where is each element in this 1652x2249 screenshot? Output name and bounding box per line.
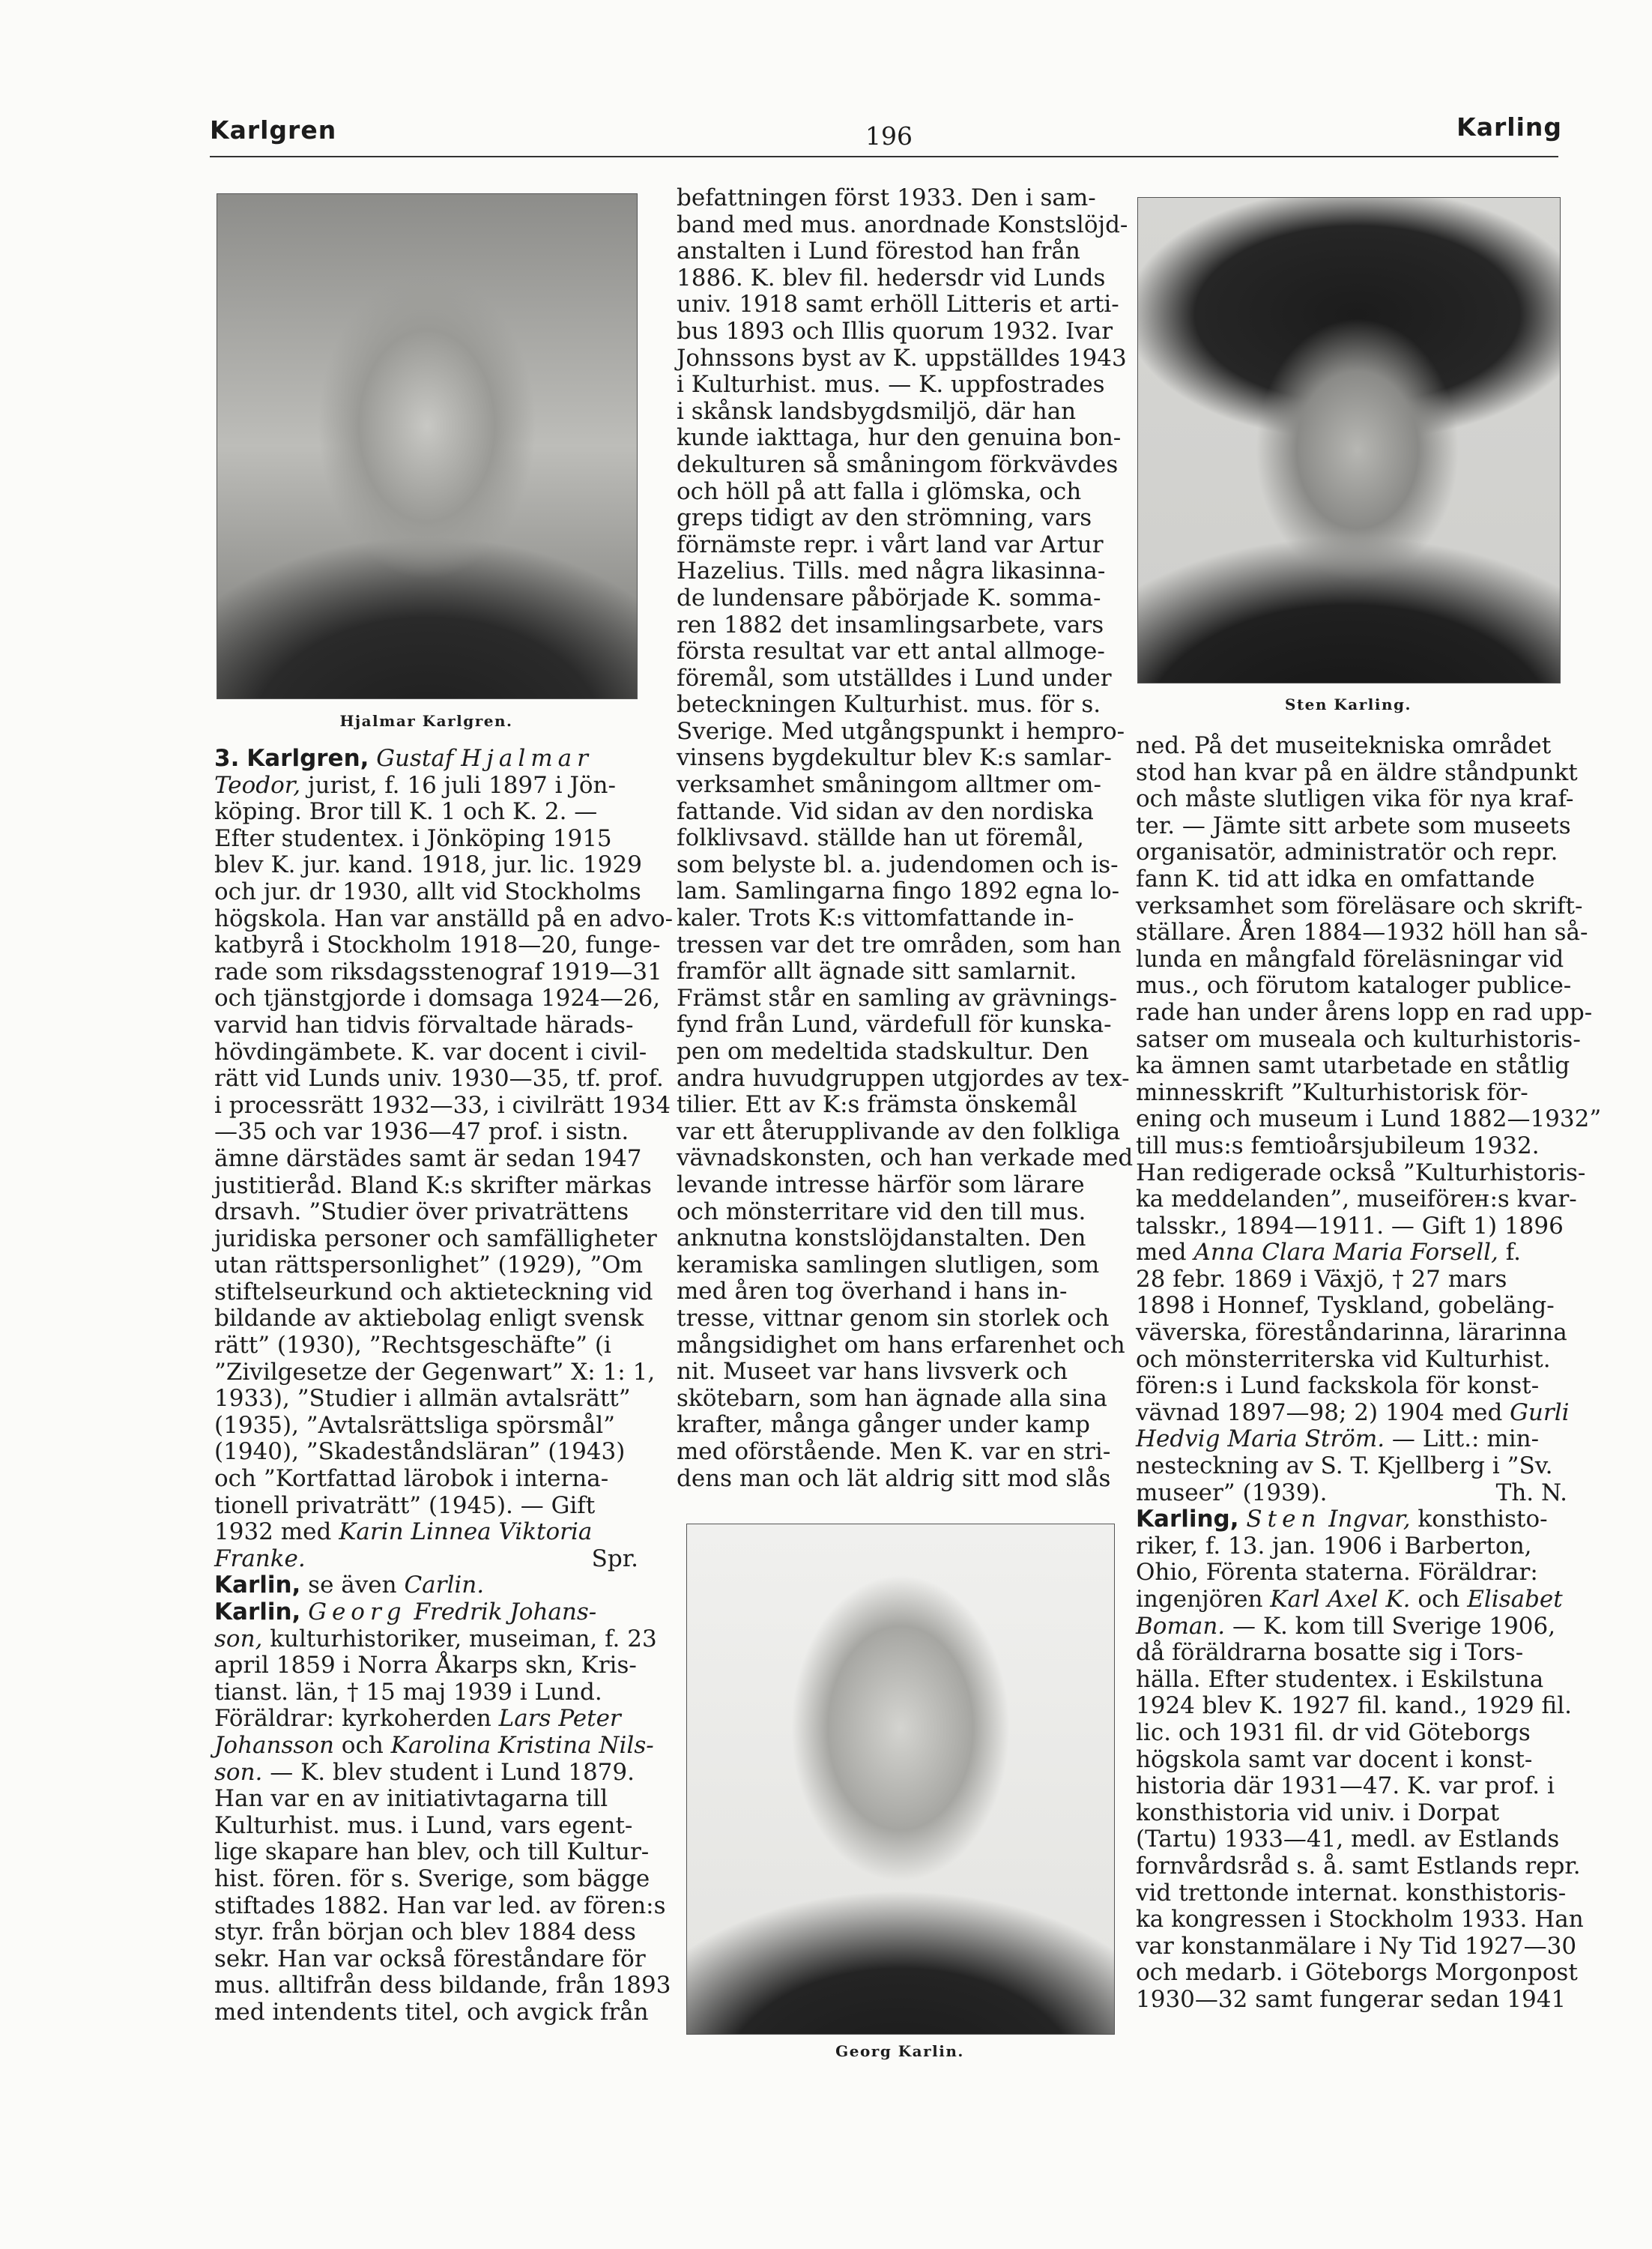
text-line: —35 och var 1936—47 prof. i sistn.	[214, 1118, 629, 1146]
text-line: och medarb. i Göteborgs Morgonpost	[1136, 1959, 1578, 1987]
text-line: band med mus. anordnade Konstslöjd-	[677, 211, 1128, 238]
text-line: Sverige. Med utgångspunkt i hempro-	[677, 717, 1125, 745]
text-line: 1924 blev K. 1927 fil. kand., 1929 fil.	[1136, 1692, 1572, 1720]
text-line: högskola. Han var anställd på en advo-	[214, 905, 674, 932]
text-line: drsavh. ”Studier över privaträttens	[214, 1198, 629, 1226]
text-line: och ”Kortfattad lärobok i interna-	[214, 1465, 609, 1493]
text-line: talsskr., 1894—1911. — Gift 1) 1896	[1136, 1212, 1564, 1240]
caption-sten-karling: Sten Karling.	[1285, 695, 1412, 713]
georg-body-b	[214, 1785, 671, 2026]
text-line: dens man och lät aldrig sitt mod slås	[677, 1464, 1111, 1492]
text-line: mus. alltifrån dess bildande, från 1893	[214, 1972, 671, 1999]
text-line: i processrätt 1932—33, i civilrätt 1934	[214, 1091, 671, 1119]
text-line: rade han under årens lopp en rad upp-	[1136, 998, 1593, 1026]
text-line: väverska, föreståndarinna, lärarinna	[1136, 1319, 1567, 1347]
text-line: ställare. Åren 1884—1932 höll han så-	[1136, 919, 1588, 947]
text-line: historia där 1931—47. K. var prof. i	[1136, 1772, 1555, 1800]
text-line: levande intresse härför som lärare	[677, 1171, 1085, 1198]
text-line: ren 1882 det insamlingsarbete, vars	[677, 611, 1104, 639]
text-line: ka meddelanden”, museiförен:s kvar-	[1136, 1186, 1577, 1213]
karlgren-last-line: 1932 med	[214, 1518, 332, 1546]
text-line: tresse, vittnar genom sin storlek och	[677, 1304, 1110, 1332]
text-line: fören:s i Lund fackskola för konst-	[1136, 1372, 1540, 1400]
text-line: styr. från början och blev 1884 dess	[214, 1919, 636, 1946]
text-line: rätt” (1930), ”Rechtsgeschäfte” (i	[214, 1332, 611, 1359]
text-line: de lundensare påbörjade K. somma-	[677, 584, 1101, 612]
text-line: med oförstående. Men K. var en stri-	[677, 1437, 1111, 1465]
text-line: 28 febr. 1869 i Växjö, † 27 mars	[1136, 1265, 1507, 1293]
right-column-text-b	[1136, 1267, 1570, 1400]
text-line: rade som riksdagsstenograf 1919—31	[214, 958, 662, 985]
text-line: verksamhet småningom alltmer om-	[677, 771, 1101, 799]
text-line: (Tartu) 1933—41, medl. av Estlands	[1136, 1826, 1560, 1853]
text-line: ned. På det museitekniska området	[1136, 732, 1552, 759]
text-line: katbyrå i Stockholm 1918—20, funge-	[214, 932, 661, 959]
georg-body-a	[214, 1652, 641, 1706]
text-line: anstalten i Lund förestod han från	[677, 238, 1080, 265]
text-line: (1940), ”Skadeståndsläran” (1943)	[214, 1438, 626, 1466]
text-line: i skånsk landsbygdsmiljö, där han	[677, 397, 1077, 425]
text-line: bildande av aktiebolag enligt svensk	[214, 1305, 644, 1332]
text-line: ka ämnen samt utarbetade en ståtlig	[1136, 1052, 1570, 1080]
text-line: och höll på att falla i glömska, och	[677, 477, 1082, 505]
signature-thn: Th. N.	[1495, 1479, 1567, 1506]
text-line: vävnadskonsten, och han verkade med	[677, 1144, 1134, 1172]
text-line: riker, f. 13. jan. 1906 i Barberton,	[1136, 1532, 1532, 1560]
text-line: 1930—32 samt fungerar sedan 1941	[1136, 1985, 1567, 2013]
text-line: minnesskrift ”Kulturhistorisk för-	[1136, 1078, 1528, 1106]
text-line: hist. fören. för s. Sverige, som bägge	[214, 1865, 650, 1892]
text-line: andra huvudgruppen utgjordes av tex-	[677, 1064, 1130, 1092]
text-line: sekr. Han var också föreståndare för	[214, 1945, 646, 1972]
text-line: tianst. län, † 15 maj 1939 i Lund.	[214, 1678, 602, 1706]
text-line: folklivsavd. ställde han ut föremål,	[677, 824, 1084, 852]
text-line: lic. och 1931 fil. dr vid Göteborgs	[1136, 1718, 1531, 1746]
text-line: hövdingämbete. K. var docent i civil-	[214, 1038, 647, 1066]
text-line: april 1859 i Norra Åkarps skn, Kris-	[214, 1652, 637, 1679]
text-line: befattningen först 1933. Den i sam-	[677, 184, 1096, 211]
right-column-text-c	[1136, 1453, 1570, 1480]
portrait-sten-karling	[1137, 197, 1561, 683]
text-line: nesteckning av S. T. Kjellberg i ”Sv.	[1136, 1452, 1553, 1480]
text-line: bus 1893 och Illis quorum 1932. Ivar	[677, 317, 1113, 345]
caption-hjalmar-karlgren: Hjalmar Karlgren.	[339, 712, 513, 730]
text-line: hälla. Efter studentex. i Eskilstuna	[1136, 1665, 1544, 1693]
text-line: mångsidighet om hans erfarenhet och	[677, 1331, 1125, 1359]
text-line: som belyste bl. a. judendomen och is-	[677, 851, 1119, 878]
text-line: och mönsterritare vid den till mus.	[677, 1198, 1086, 1225]
text-line: varvid han tidvis förvaltade härads-	[214, 1011, 634, 1039]
text-line: med intendents titel, och avgick från	[214, 1998, 649, 2026]
page-number: 196	[865, 121, 913, 151]
text-line: ”Zivilgesetze der Gegenwart” X: 1: 1,	[214, 1358, 656, 1386]
text-line: tressen var det tre områden, som han	[677, 931, 1122, 959]
text-line: Johnssons byst av K. uppställdes 1943	[677, 344, 1127, 372]
text-line: förnämste repr. i vårt land var Artur	[677, 531, 1104, 558]
text-line: justitieråd. Bland K:s skrifter märkas	[214, 1171, 652, 1199]
portrait-hjalmar-karlgren	[217, 193, 638, 699]
entry-head-karling: Karling,	[1136, 1506, 1239, 1533]
text-line: stod han kvar på en äldre ståndpunkt	[1136, 758, 1578, 786]
entry-head-karlgren: Karlgren,	[246, 745, 369, 772]
running-head-left: Karlgren	[210, 115, 337, 145]
text-line: och tjänstgjorde i domsaga 1924—26,	[214, 985, 661, 1012]
text-line: Kulturhist. mus. i Lund, vars egent-	[214, 1811, 633, 1839]
text-line: ter. — Jämte sitt arbete som museets	[1136, 812, 1571, 839]
text-line: blev K. jur. kand. 1918, jur. lic. 1929	[214, 851, 642, 879]
text-line: Främst står en samling av grävnings-	[677, 984, 1117, 1012]
karlgren-body	[214, 798, 674, 1519]
entry-head-karlin-see: Karlin,	[214, 1572, 301, 1599]
text-line: ening och museum i Lund 1882—1932”	[1136, 1105, 1602, 1133]
text-line: vid trettonde internat. konsthistoris-	[1136, 1879, 1567, 1907]
text-line: tilier. Ett av K:s främsta önskemål	[677, 1091, 1077, 1119]
text-line: greps tidigt av den strömning, vars	[677, 504, 1092, 532]
text-line: stiftelseurkund och aktieteckning vid	[214, 1278, 653, 1305]
text-line: ämne därstädes samt är sedan 1947	[214, 1144, 642, 1172]
text-line: var konstanmälare i Ny Tid 1927—30	[1136, 1932, 1577, 1960]
text-line: i Kulturhist. mus. — K. uppfostrades	[677, 371, 1105, 399]
text-line: 1886. K. blev fil. hedersdr vid Lunds	[677, 264, 1106, 292]
karling-body-b	[1136, 1639, 1584, 2013]
text-line: Hazelius. Tills. med några likasinna-	[677, 558, 1106, 585]
text-line: organisatör, administratör och repr.	[1136, 839, 1558, 866]
text-line: fynd från Lund, värdefull för kunska-	[677, 1011, 1112, 1039]
text-line: köping. Bror till K. 1 och K. 2. —	[214, 798, 598, 826]
text-line: med åren tog överhand i hans in-	[677, 1278, 1068, 1305]
text-line: Han var en av initiativtagarna till	[214, 1785, 608, 1813]
header-rule	[210, 156, 1558, 157]
text-line: lunda en mångfald föreläsningar vid	[1136, 945, 1564, 973]
text-line: då föräldrarna bosatte sig i Tors-	[1136, 1639, 1524, 1667]
text-line: tionell privaträtt” (1945). — Gift	[214, 1491, 596, 1519]
text-line: anknutna konstslöjdanstalten. Den	[677, 1225, 1086, 1252]
text-line: 1933), ”Studier i allmän avtalsrätt”	[214, 1385, 631, 1413]
text-line: pen om medeltida stadskultur. Den	[677, 1038, 1089, 1065]
text-line: mus., och förutom kataloger publice-	[1136, 972, 1572, 1000]
text-line: och måste slutligen vika för nya kraf-	[1136, 785, 1574, 813]
text-line: kunde iakttaga, hur den genuina bon-	[677, 424, 1122, 452]
text-line: vinsens bygdekultur blev K:s samlar-	[677, 744, 1112, 772]
left-column: 3. Karlgren, Gustaf Hjalmar Teodor, jurist, f. 16 juli 1897 i Jön- köping. Bror till K. 1 och K. 2. — Efter studentex. i Jönköping 1915 blev K. jur. kand. 1918, jur. lic. 1929 och jur. dr 1930, allt vid Stockholms högskola. Han var anställd på en advo- katbyrå i Stockholm 1918—20, funge- rade som riksdagsstenograf 1919—31 och tjänstgjorde i domsaga 1924—26, varvid han tidvis förvaltade härads- hövdingämbete. K. var docent i civil- rätt vid Lunds univ. 1930—35, tf. prof. i processrätt 1932—33, i civilrätt 1934 —35 och var 1936—47 prof. i sistn. ämne därstädes samt är sedan 1947 justitieråd. Bland K:s skrifter märkas drsavh. ”Studier över privaträttens juridiska personer och samfälligheter utan rättspersonlighet” (1929), ”Om stiftelseurkund och aktieteckning vid bildande av aktiebolag enligt svensk rätt” (1930), ”Rechtsgeschäfte” (i ”Zivilgesetze der Gegenwart” X: 1: 1, 1933), ”Studier i allmän avtalsrätt” (1935), ”Avtalsrättsliga spörsmål” (1940), ”Skadeståndsläran” (1943) och ”Kortfattad lärobok i interna- tionell privaträtt” (1945). — Gift 1932 med Karin Linnea Viktoria Franke. Spr. Karlin, se även Carlin. Karlin, Georg Fredrik Johans- son, kulturhistoriker, museiman, f. 23 april 1859 i Norra Åkarps skn, Kris- tianst. län, † 15 maj 1939 i Lund. Föräldrar: kyrkoherden Lars Peter Johansson och Karolina Kristina Nils- son. — K. blev student i Lund 1879. Han var en av initiativtagarna till Kulturhist. mus. i Lund, vars egent- lige skapare han blev, och till Kultur- hist. fören. för s. Sverige, som bägge stiftades 1882. Han var led. av fören:s styr. från början och blev 1884 dess sekr. Han var också föreståndare för mus. alltifrån dess bildande, från 1893 med intendents titel, och avgick från	[214, 745, 674, 2026]
text-line: stiftades 1882. Han var led. av fören:s	[214, 1892, 666, 1919]
text-line: och mönsterriterska vid Kulturhist.	[1136, 1345, 1551, 1373]
text-line: nit. Museet var hans livsverk och	[677, 1358, 1068, 1386]
text-line: Efter studentex. i Jönköping 1915	[214, 824, 612, 852]
text-line: rätt vid Lunds univ. 1930—35, tf. prof.	[214, 1065, 664, 1093]
text-line: ka kongressen i Stockholm 1933. Han	[1136, 1906, 1584, 1933]
text-line: (1935), ”Avtalsrättsliga spörsmål”	[214, 1411, 615, 1439]
text-line: satser om museala och kulturhistoris-	[1136, 1025, 1581, 1053]
running-head-right: Karling	[1456, 112, 1562, 142]
portrait-georg-karlin	[686, 1524, 1115, 2035]
text-line: univ. 1918 samt erhöll Litteris et arti-	[677, 291, 1119, 319]
text-line: fattande. Vid sidan av den nordiska	[677, 797, 1094, 825]
entry-head-karlin-georg: Karlin,	[214, 1599, 301, 1625]
text-line: Ohio, Förenta staterna. Föräldrar:	[1136, 1559, 1538, 1587]
caption-georg-karlin: Georg Karlin.	[835, 2042, 964, 2060]
text-line: verksamhet som föreläsare och skrift-	[1136, 892, 1583, 920]
text-line: föremål, som utställdes i Lund under	[677, 664, 1112, 692]
text-line: fornvårdsråd s. å. samt Estlands repr.	[1136, 1852, 1581, 1880]
text-line: högskola samt var docent i konst-	[1136, 1745, 1533, 1773]
text-line: lige skapare han blev, och till Kultur-	[214, 1838, 650, 1866]
text-line: utan rättspersonlighet” (1929), ”Om	[214, 1252, 643, 1279]
text-line: 1898 i Honnef, Tyskland, gobeläng-	[1136, 1292, 1555, 1320]
karling-body-a	[1136, 1533, 1570, 1587]
text-line: till mus:s femtioårsjubileum 1932.	[1136, 1132, 1540, 1159]
right-column: ned. På det museitekniska området stod han kvar på en äldre ståndpunkt och måste slutligen vika för nya kraf- ter. — Jämte sitt arbete som museets organisatör, administratör och repr. fann K. tid att idka en omfattande verksamhet som föreläsare och skrift- ställare. Åren 1884—1932 höll han så- lunda en mångfald föreläsningar vid mus., och förutom kataloger publice- rade han under årens lopp en rad upp- satser om museala och kulturhistoris- ka ämnen samt utarbetade en ståtlig minnesskrift ”Kulturhistorisk för- ening och museum i Lund 1882—1932” till mus:s femtioårsjubileum 1932. Han redigerade också ”Kulturhistoris- ka meddelanden”, museiförен:s kvar- talsskr., 1894—1911. — Gift 1) 1896 med Anna Clara Maria Forsell, f. 28 febr. 1869 i Växjö, † 27 mars 1898 i Honnef, Tyskland, gobeläng- väverska, föreståndarinna, lärarinna och mönsterriterska vid Kulturhist. fören:s i Lund fackskola för konst- vävnad 1897—98; 2) 1904 med Gurli Hedvig Maria Ström. — Litt.: min- nesteckning av S. T. Kjellberg i ”Sv. museer” (1939). Th. N. Karling, Sten Ingvar, konsthisto- riker, f. 13. jan. 1906 i Barberton, Ohio, Förenta staterna. Föräldrar: ingenjören Karl Axel K. och Elisabet Boman. — K. kom till Sverige 1906, då föräldrarna bosatte sig i Tors- hälla. Efter studentex. i Eskilstuna 1924 blev K. 1927 fil. kand., 1929 fil. lic. och 1931 fil. dr vid Göteborgs högskola samt var docent i konst- historia där 1931—47. K. var prof. i konsthistoria vid univ. i Dorpat (Tartu) 1933—41, medl. av Estlands fornvårdsråd s. å. samt Estlands repr. vid trettonde internat. konsthistoris- ka kongressen i Stockholm 1933. Han var konstanmälare i Ny Tid 1927—30 och medarb. i Göteborgs Morgonpost 1930—32 samt fungerar sedan 1941	[1136, 732, 1602, 2013]
text-line: kaler. Trots K:s vittomfattande in-	[677, 905, 1074, 932]
text-line: var ett återupplivande av den folkliga	[677, 1117, 1121, 1145]
text-line: beteckningen Kulturhist. mus. för s.	[677, 691, 1101, 719]
text-line: keramiska samlingen slutligen, som	[677, 1251, 1100, 1279]
text-line: lam. Samlingarna fingo 1892 egna lo-	[677, 878, 1120, 905]
text-line: första resultat var ett antal allmoge-	[677, 638, 1105, 665]
text-line: framför allt ägnade sitt samlarnit.	[677, 958, 1077, 985]
middle-column-text	[677, 184, 1134, 1492]
text-line: juridiska personer och samfälligheter	[214, 1225, 657, 1252]
text-line: och jur. dr 1930, allt vid Stockholms	[214, 878, 641, 905]
text-line: Han redigerade också ”Kulturhistoris-	[1136, 1159, 1586, 1186]
text-line: skötebarn, som han ägnade alla sina	[677, 1384, 1107, 1412]
middle-column	[677, 184, 1134, 1492]
text-line: krafter, många gånger under kamp	[677, 1411, 1090, 1439]
right-column-text-a	[1136, 732, 1602, 1240]
text-line: dekulturen så småningom förkvävdes	[677, 450, 1119, 478]
text-line: konsthistoria vid univ. i Dorpat	[1136, 1799, 1500, 1826]
signature-spr: Spr.	[591, 1545, 638, 1572]
text-line: fann K. tid att idka en omfattande	[1136, 865, 1535, 893]
